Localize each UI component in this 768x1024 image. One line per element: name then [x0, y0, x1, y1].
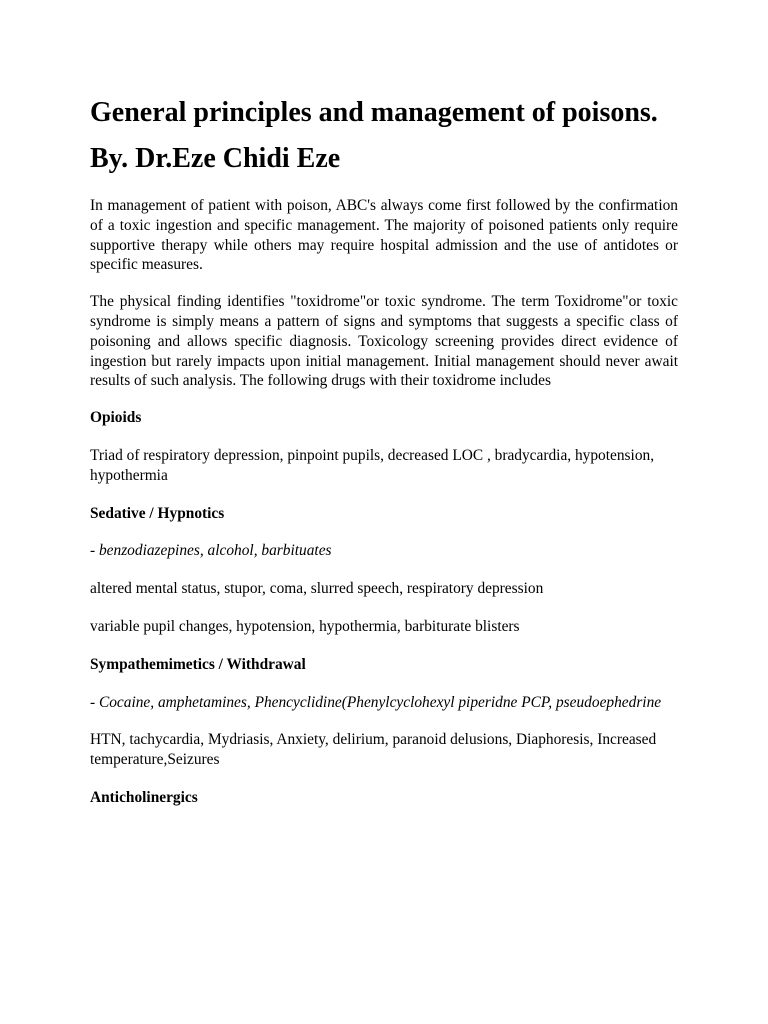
- sedatives-agents: - benzodiazepines, alcohol, barbituates: [90, 542, 332, 560]
- section-heading-sympathomimetics: Sympathemimetics / Withdrawal: [90, 655, 306, 673]
- document-body: [90, 95, 678, 808]
- document-title: General principles and management of poisons.: [90, 97, 658, 128]
- sympathomimetics-agents: - Cocaine, amphetamines, Phencyclidine(Phenylcyclohexyl piperidne PCP, pseudoephedrine: [90, 693, 662, 711]
- intro-paragraph-1: In management of patient with poison, ABC's always come first followed by the confirmation of a toxic ingestion and specific management. The majority of poisoned patients only require supportive therapy while others may require hospital admission and the use of antidotes or specific measures.: [90, 197, 678, 274]
- sympathomimetics-description: HTN, tachycardia, Mydriasis, Anxiety, delirium, paranoid delusions, Diaphoresis, Increased temperature,Seizures: [90, 731, 657, 769]
- section-heading-sedatives: Sedative / Hypnotics: [90, 504, 225, 522]
- document-author: By. Dr.Eze Chidi Eze: [90, 143, 341, 174]
- opioids-description: Triad of respiratory depression, pinpoint pupils, decreased LOC , bradycardia, hypotension, hypothermia: [90, 446, 655, 484]
- section-heading-anticholinergics: Anticholinergics: [90, 788, 198, 806]
- intro-paragraph-2: The physical finding identifies "toxidrome"or toxic syndrome. The term Toxidrome"or toxic syndrome is simply means a pattern of signs and symptoms that suggests a specific class of poisoning and allows specific diagnosis. Toxicology screening provides direct evidence of ingestion but rarely impacts upon initial management. Initial management should never await results of such analysis. The following drugs with their toxidrome includes: [90, 293, 678, 390]
- sedatives-description-2: variable pupil changes, hypotension, hypothermia, barbiturate blisters: [90, 617, 520, 635]
- section-heading-opioids: Opioids: [90, 409, 142, 427]
- sedatives-description-1: altered mental status, stupor, coma, slurred speech, respiratory depression: [90, 580, 544, 598]
